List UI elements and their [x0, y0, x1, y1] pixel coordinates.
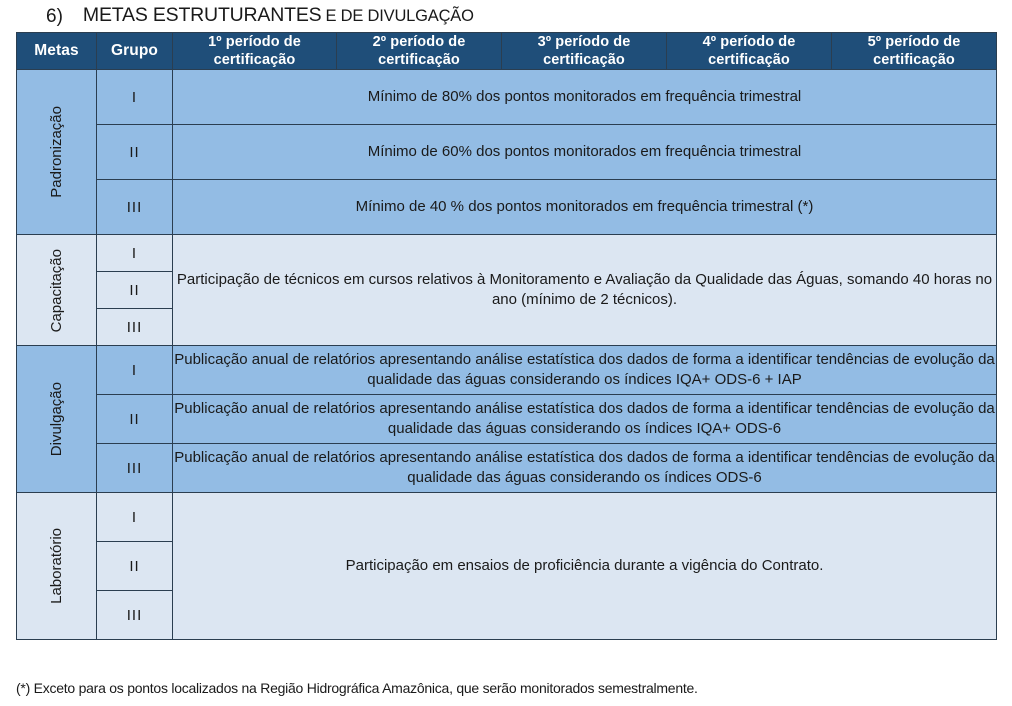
group-cell: III: [97, 444, 173, 493]
group-cell: II: [97, 395, 173, 444]
group-cell: III: [97, 309, 173, 346]
header-label-line1: 2º período de: [372, 34, 466, 50]
section-title: [46, 2, 986, 30]
metas-table: [16, 32, 997, 640]
group-cell: III: [97, 180, 173, 235]
column-header-periodo-5: [832, 33, 997, 70]
section-label-text: Laboratório: [48, 528, 65, 605]
header-label-line2: certificação: [708, 52, 790, 69]
group-cell: I: [97, 235, 173, 272]
group-cell: I: [97, 70, 173, 125]
table-row: [17, 235, 997, 272]
group-cell: III: [97, 591, 173, 640]
header-label-line2: certificação: [378, 52, 460, 69]
table-row: [17, 444, 997, 493]
table-row: [17, 493, 997, 542]
column-header-periodo-3: [502, 33, 667, 70]
header-label-line2: certificação: [213, 52, 296, 69]
header-row: [17, 33, 997, 70]
table-body: [17, 70, 997, 640]
section-content-cell: Participação em ensaios de proficiência durante a vigência do Contrato.: [173, 493, 997, 640]
group-cell: II: [97, 125, 173, 180]
column-header-periodo-1: [173, 33, 337, 70]
section-title-main: METAS ESTRUTURANTES: [82, 4, 322, 27]
table-row: [17, 395, 997, 444]
column-header-grupo: [97, 33, 173, 70]
header-label-line2: certificação: [873, 52, 955, 69]
header-label-line1: 5º período de: [867, 34, 961, 50]
section-content-cell: Mínimo de 80% dos pontos monitorados em frequência trimestral: [173, 70, 997, 125]
section-title-suffix: E DE DIVULGAÇÃO: [325, 6, 474, 25]
section-number: 6): [46, 5, 63, 27]
table-row: [17, 180, 997, 235]
section-content-cell: Publicação anual de relatórios apresentando análise estatística dos dados de forma a identificar tendências de evolução da qualidade das águas considerando os índices IQA+ ODS-6: [173, 395, 997, 444]
section-label-capacitacao: [17, 235, 97, 346]
section-label-padronizacao: [17, 70, 97, 235]
table-footnote: (*) Exceto para os pontos localizados na Região Hidrográfica Amazônica, que serão monitorados semestralmente.: [16, 680, 698, 696]
metas-table-container: [16, 32, 996, 640]
section-content-cell: Publicação anual de relatórios apresentando análise estatística dos dados de forma a identificar tendências de evolução da qualidade das águas considerando os índices IQA+ ODS-6 + IAP: [173, 346, 997, 395]
header-label-line2: certificação: [543, 52, 625, 69]
header-label: Metas: [34, 42, 79, 60]
column-header-periodo-2: [337, 33, 502, 70]
section-label-laboratorio: [17, 493, 97, 640]
group-cell: II: [97, 272, 173, 309]
group-cell: I: [97, 346, 173, 395]
section-label-text: Capacitação: [48, 248, 65, 332]
section-content-cell: Participação de técnicos em cursos relativos à Monitoramento e Avaliação da Qualidade das Águas, somando 40 horas no ano (mínimo de 2 técnicos).: [173, 235, 997, 346]
header-label: Grupo: [111, 42, 158, 60]
header-label-line1: 3º período de: [537, 34, 631, 50]
section-content-cell: Mínimo de 40 % dos pontos monitorados em frequência trimestral (*): [173, 180, 997, 235]
table-row: [17, 346, 997, 395]
section-content-cell: Mínimo de 60% dos pontos monitorados em frequência trimestral: [173, 125, 997, 180]
section-label-text: Padronização: [48, 106, 65, 199]
section-label-divulgacao: [17, 346, 97, 493]
table-header: [17, 33, 997, 70]
column-header-periodo-4: [667, 33, 832, 70]
header-label-line1: 1º período de: [208, 34, 301, 50]
header-label-line1: 4º período de: [702, 34, 796, 50]
table-row: [17, 125, 997, 180]
group-cell: II: [97, 542, 173, 591]
column-header-metas: [17, 33, 97, 70]
section-content-cell: Publicação anual de relatórios apresentando análise estatística dos dados de forma a identificar tendências de evolução da qualidade das águas considerando os índices ODS-6: [173, 444, 997, 493]
section-label-text: Divulgação: [48, 382, 65, 457]
group-cell: I: [97, 493, 173, 542]
table-row: [17, 70, 997, 125]
